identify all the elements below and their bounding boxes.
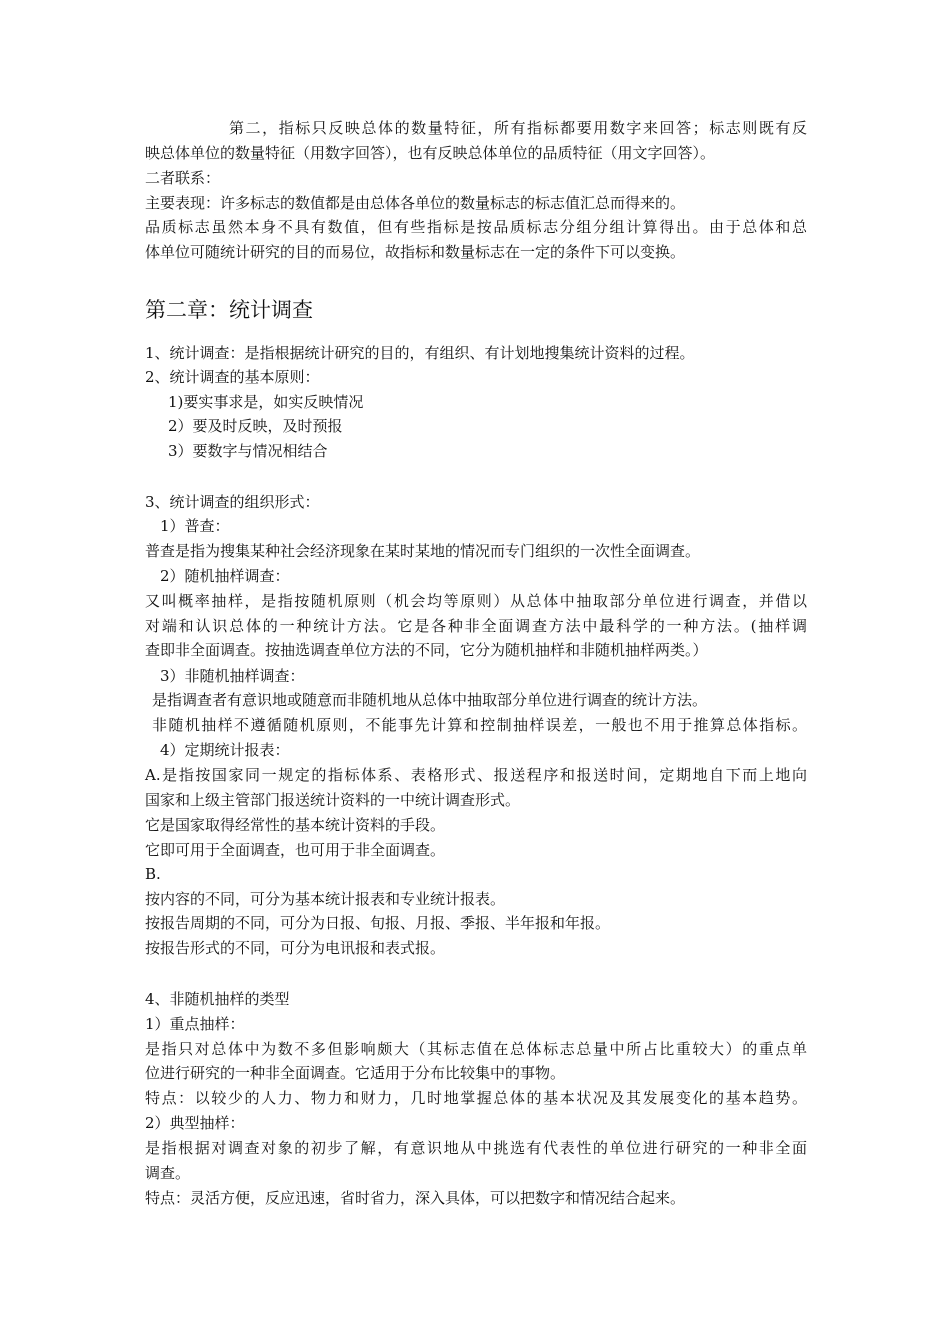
section2-title: 2、统计调查的基本原则： xyxy=(145,368,320,386)
nonrandom-sampling-title: 3）非随机抽样调查： xyxy=(160,667,305,685)
intro-paragraph-line1: 第二，指标只反映总体的数量特征，所有指标都要用数字来回答；标志则既有反 xyxy=(229,119,807,137)
random-sampling-line1: 又叫概率抽样，是指按随机原则（机会均等原则）从总体中抽取部分单位进行调查，并借以 xyxy=(145,592,807,610)
census-text: 普查是指为搜集某种社会经济现象在某时某地的情况而专门组织的一次性全面调查。 xyxy=(145,542,701,560)
nonrandom-sampling-line1: 是指调查者有意识地或随意而非随机地从总体中抽取部分单位进行调查的统计方法。 xyxy=(152,691,708,709)
quality-paragraph-line1: 品质标志虽然本身不具有数值，但有些指标是按品质标志分组分组计算得出。由于总体和总 xyxy=(145,218,807,236)
periodic-report-a-line1: A.是指按国家同一规定的指标体系、表格形式、报送程序和报送时间，定期地自下而上地向 xyxy=(145,766,807,784)
relation-title: 二者联系： xyxy=(145,169,221,187)
key-sampling-title: 1）重点抽样： xyxy=(145,1015,245,1033)
key-sampling-feature: 特点：以较少的人力、物力和财力，几时地掌握总体的基本状况及其发展变化的基本趋势。 xyxy=(145,1089,807,1107)
random-sampling-line3: 查即非全面调查。按抽选调查单位方法的不同，它分为随机抽样和非随机抽样两类。） xyxy=(145,641,708,659)
nonrandom-sampling-line2: 非随机抽样不遵循随机原则，不能事先计算和控制抽样误差，一般也不用于推算总体指标。 xyxy=(152,716,807,734)
section4-title: 4、非随机抽样的类型 xyxy=(145,990,290,1008)
typical-sampling-feature: 特点：灵活方便，反应迅速，省时省力，深入具体，可以把数字和情况结合起来。 xyxy=(145,1189,686,1207)
periodic-report-b-line3: 按报告形式的不同，可分为电讯报和表式报。 xyxy=(145,939,446,957)
section3-title: 3、统计调查的组织形式： xyxy=(145,493,320,511)
periodic-report-b-line1: 按内容的不同，可分为基本统计报表和专业统计报表。 xyxy=(145,890,506,908)
typical-sampling-line2: 调查。 xyxy=(145,1164,191,1182)
chapter-title: 第二章：统计调查 xyxy=(145,298,313,322)
typical-sampling-line1: 是指根据对调查对象的初步了解，有意识地从中挑选有代表性的单位进行研究的一种非全面 xyxy=(145,1139,807,1157)
key-sampling-line1: 是指只对总体中为数不多但影响颇大（其标志值在总体标志总量中所占比重较大）的重点单 xyxy=(145,1040,807,1058)
random-sampling-line2: 对端和认识总体的一种统计方法。它是各种非全面调查方法中最科学的一种方法。(抽样调 xyxy=(145,617,807,635)
principle-item-3: 3）要数字与情况相结合 xyxy=(168,442,328,460)
main-expression: 主要表现：许多标志的数值都是由总体各单位的数量标志的标志值汇总而得来的。 xyxy=(145,194,686,212)
periodic-report-b-label: B. xyxy=(145,865,161,883)
periodic-report-a-line3: 它是国家取得经常性的基本统计资料的手段。 xyxy=(145,816,446,834)
intro-paragraph-line2: 映总体单位的数量特征（用数字回答），也有反映总体单位的品质特征（用文字回答）。 xyxy=(145,144,716,162)
census-title: 1）普查： xyxy=(160,517,230,535)
key-sampling-line2: 位进行研究的一种非全面调查。它适用于分布比较集中的事物。 xyxy=(145,1064,566,1082)
quality-paragraph-line2: 体单位可随统计研究的目的而易位，故指标和数量标志在一定的条件下可以变换。 xyxy=(145,243,686,261)
principle-item-2: 2）要及时反映，及时预报 xyxy=(168,417,343,435)
typical-sampling-title: 2）典型抽样： xyxy=(145,1114,245,1132)
periodic-report-title: 4）定期统计报表： xyxy=(160,741,290,759)
periodic-report-a-line2: 国家和上级主管部门报送统计资料的一中统计调查形式。 xyxy=(145,791,521,809)
periodic-report-a-line4: 它即可用于全面调查，也可用于非全面调查。 xyxy=(145,841,446,859)
section1-definition: 1、统计调查：是指根据统计研究的目的，有组织、有计划地搜集统计资料的过程。 xyxy=(145,344,695,362)
random-sampling-title: 2）随机抽样调查： xyxy=(160,567,290,585)
principle-item-1: 1)要实事求是，如实反映情况 xyxy=(168,393,364,411)
periodic-report-b-line2: 按报告周期的不同，可分为日报、旬报、月报、季报、半年报和年报。 xyxy=(145,914,611,932)
